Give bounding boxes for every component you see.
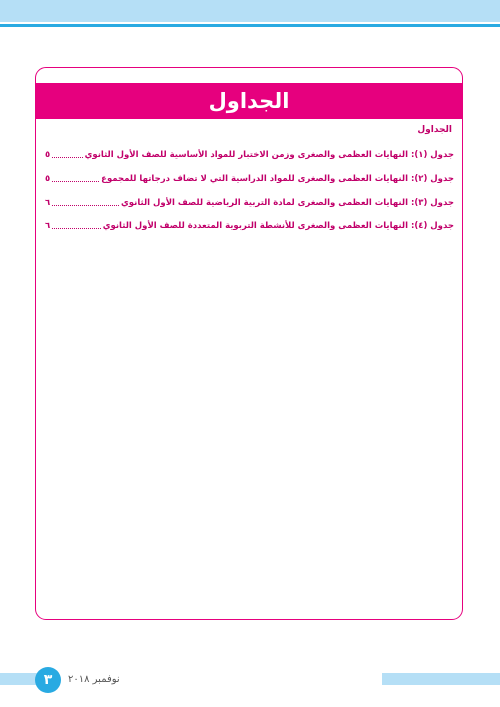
toc-entry[interactable]	[45, 147, 454, 160]
content-frame	[35, 67, 463, 620]
toc-entry-title: جدول (٢): النهايات العظمى والصغرى للمواد الدراسية التي لا تضاف درجاتها للمجموع	[101, 174, 454, 184]
toc-entry-title: جدول (١): النهايات العظمى والصغرى وزمن الاختبار للمواد الأساسية للصف الأول الثانوي	[84, 150, 454, 160]
toc-entry[interactable]	[45, 171, 454, 184]
toc-entry-page: ٦	[45, 221, 51, 231]
toc-leader-dots	[52, 157, 82, 158]
toc-entry-page: ٥	[45, 150, 51, 160]
toc-entry-title: جدول (٣): النهايات العظمى والصغرى لمادة التربية الرياضية للصف الأول الثانوي	[121, 198, 454, 208]
page-title: الجداول	[36, 83, 462, 119]
toc-entry[interactable]	[45, 218, 454, 231]
toc-leader-dots	[52, 228, 101, 229]
footer-date: نوفمبر ٢٠١٨	[68, 674, 120, 685]
bottom-decor-band-right	[382, 673, 500, 685]
section-label: الجداول	[417, 125, 452, 135]
top-decor-line	[0, 24, 500, 27]
toc-entry-page: ٥	[45, 174, 51, 184]
toc-entry-title: جدول (٤): النهايات العظمى والصغرى للأنشطة التربوية المتعددة للصف الأول الثانوي	[102, 221, 454, 231]
top-decor-band	[0, 0, 500, 22]
toc-entry[interactable]	[45, 195, 454, 208]
bottom-decor-band-left	[0, 673, 40, 685]
page-number-badge: ٣	[35, 667, 61, 693]
toc-leader-dots	[52, 181, 99, 182]
toc-leader-dots	[52, 205, 119, 206]
toc-entry-page: ٦	[45, 198, 51, 208]
